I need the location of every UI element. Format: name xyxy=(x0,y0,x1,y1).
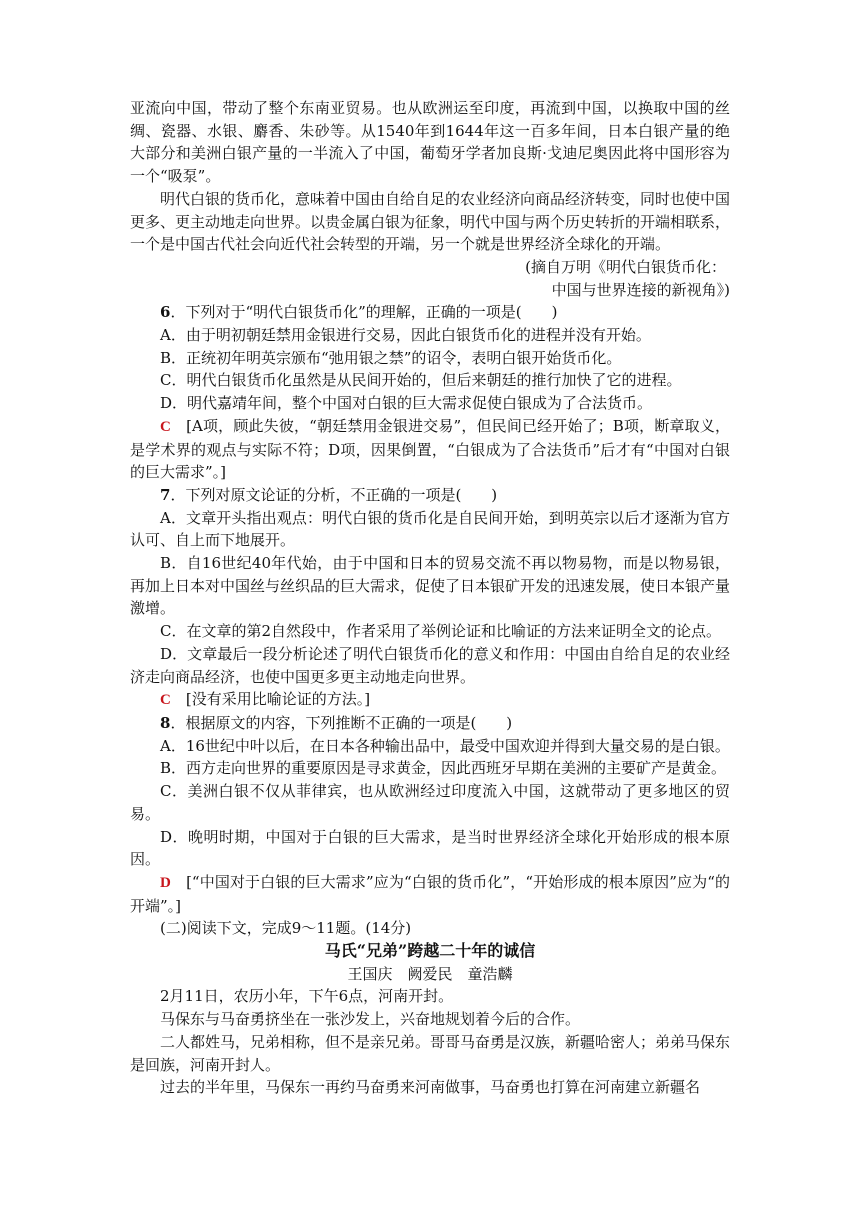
question-8-option-c: C．美洲白银不仅从菲律宾，也从欧洲经过印度流入中国，这就带动了更多地区的贸易。 xyxy=(130,782,730,823)
question-8-stem xyxy=(130,712,730,735)
article-title: 马氏“兄弟”跨越二十年的诚信 xyxy=(324,941,536,961)
section-2-intro: (二)阅读下文，完成9～11题。(14分) xyxy=(160,919,412,938)
question-6-answer-letter: C xyxy=(160,418,171,435)
question-6-stem xyxy=(130,301,730,324)
question-7-option-b: B．自16世纪40年代始，由于中国和日本的贸易交流不再以物易物，而是以物易银，再加上日本对中国丝与丝织品的巨大需求，促使了日本银矿开发的迅速发展，使日本银产量激增。 xyxy=(130,554,731,618)
source-line-2: 中国与世界连接的新视角》) xyxy=(551,280,730,299)
article-paragraph-1: 2月11日，农历小年，下午6点，河南开封。 xyxy=(160,987,454,1006)
question-7-stem xyxy=(130,484,730,507)
question-7-answer xyxy=(130,688,730,712)
passage-paragraph-1: 亚流向中国，带动了整个东南亚贸易。也从欧洲运至印度，再流到中国，以换取中国的丝绸、瓷器、水银、麝香、朱砂等。从1540年到1644年这一百多年间，日本白银产量的绝大部分和美洲白银产量的一半流入了中国，葡萄牙学者加良斯·戈迪尼奥因此将中国形容为一个“吸泵”。 xyxy=(130,99,730,186)
question-6-answer xyxy=(130,415,730,484)
source-line-1: (摘自万明《明代白银货币化： xyxy=(525,257,726,276)
question-8-answer xyxy=(130,871,730,917)
article-authors: 王国庆 阙爱民 童浩麟 xyxy=(347,964,513,983)
passage-paragraph-2: 明代白银的货币化，意味着中国由自给自足的农业经济向商品经济转变，同时也使中国更多、更主动地走向世界。以贵金属白银为征象，明代中国与两个历史转折的开端相联系，一个是中国古代社会向近代社会转型的开端，另一个就是世界经济全球化的开端。 xyxy=(130,189,731,254)
question-7-text: ．下列对原文论证的分析，不正确的一项是( ) xyxy=(170,485,498,504)
question-8-option-d: D．晚明时期，中国对于白银的巨大需求，是当时世界经济全球化开始形成的根本原因。 xyxy=(130,827,730,869)
question-7-option-d: D．文章最后一段分析论述了明代白银货币化的意义和作用：中国由自给自足的农业经济走向商品经济，也使中国更多更主动地走向世界。 xyxy=(130,644,730,686)
article-paragraph-3: 二人都姓马，兄弟相称，但不是亲兄弟。哥哥马奋勇是汉族，新疆哈密人；弟弟马保东是回族，河南开封人。 xyxy=(130,1032,731,1074)
question-8-text: ．根据原文的内容，下列推断不正确的一项是( ) xyxy=(170,713,513,732)
question-7-explanation: [没有采用比喻论证的方法。] xyxy=(170,690,371,709)
article-paragraph-2: 马保东与马奋勇挤坐在一张沙发上，兴奋地规划着今后的合作。 xyxy=(160,1010,581,1029)
question-7-answer-letter: C xyxy=(160,692,171,709)
question-6-option-c: C．明代白银货币化虽然是从民间开始的，但后来朝廷的推行加快了它的进程。 xyxy=(160,371,682,390)
question-8-number: 8 xyxy=(160,713,171,732)
question-6-option-b: B．正统初年明英宗颁布“弛用银之禁”的诏令，表明白银开始货币化。 xyxy=(160,348,622,367)
question-6-number: 6 xyxy=(160,303,171,322)
question-7-option-c: C．在文章的第2自然段中，作者采用了举例论证和比喻证的方法来证明全文的论点。 xyxy=(160,622,722,641)
question-6-explanation: [A项，顾此失彼，“朝廷禁用金银进交易”，但民间已经开始了；B项，断章取义，是学术界的观点与实际不符；D项，因果倒置，“白银成为了合法货币”后才有“中国对白银的巨大需求”。] xyxy=(130,416,730,482)
question-6-text: ．下列对于“明代白银货币化”的理解，正确的一项是( ) xyxy=(170,303,558,322)
question-8-explanation: [“中国对于白银的巨大需求”应为“白银的货币化”，“开始形成的根本原因”应为“的开端”。] xyxy=(130,872,730,915)
article-paragraph-4: 过去的半年里，马保东一再约马奋勇来河南做事，马奋勇也打算在河南建立新疆名 xyxy=(160,1078,701,1097)
question-8-answer-letter: D xyxy=(160,874,171,891)
question-7-number: 7 xyxy=(160,485,171,504)
document-page xyxy=(130,97,730,1099)
question-6-option-a: A．由于明初朝廷禁用金银进行交易，因此白银货币化的进程并没有开始。 xyxy=(160,326,651,345)
question-6-option-d: D．明代嘉靖年间，整个中国对白银的巨大需求促使白银成为了合法货币。 xyxy=(160,394,653,413)
question-7-option-a: A．文章开头指出观点：明代白银的货币化是自民间开始，到明英宗以后才逐渐为官方认可、自上而下地展开。 xyxy=(130,508,730,550)
question-8-option-b: B．西方走向世界的重要原因是寻求黄金，因此西班牙早期在美洲的主要矿产是黄金。 xyxy=(160,759,727,778)
question-8-option-a: A．16世纪中叶以后，在日本各种输出品中，最受中国欢迎并得到大量交易的是白银。 xyxy=(160,736,730,755)
